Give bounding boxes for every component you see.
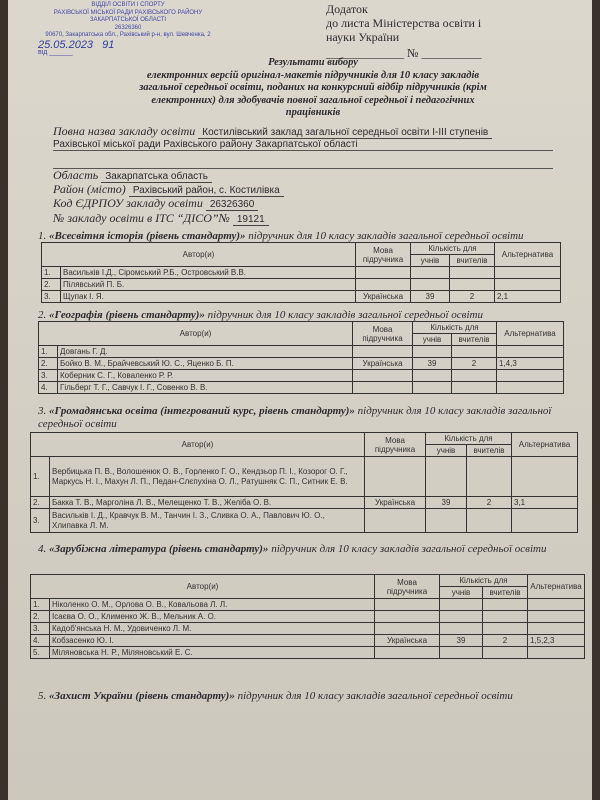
addendum-no-label: № — [407, 46, 419, 60]
section-rest: підручник для 10 класу закладів загальної середньої освіти — [204, 309, 483, 321]
header-students: учнів — [440, 587, 483, 599]
field-value: 19121 — [233, 214, 269, 226]
header-count: Кількість для — [411, 243, 495, 255]
header-author: Автор(и) — [42, 243, 356, 267]
section-4-title — [38, 543, 588, 556]
header-lang-2: підручника — [362, 254, 404, 264]
section-rest: підручник для 10 класу закладів загальної середньої освіти — [38, 405, 552, 430]
row-students — [440, 599, 483, 611]
section-3-title — [38, 405, 588, 431]
section-subject: «Зарубіжна література (рівень стандарту)» — [49, 543, 269, 555]
row-alt — [497, 370, 564, 382]
header-lang — [375, 575, 440, 599]
row-num: 3. — [39, 370, 58, 382]
row-author: Бойко В. М., Брайчевський Ю. С., Яценко Б. П. — [58, 358, 353, 370]
section-rest: підручник для 10 класу закладів загальної середньої освіти — [234, 690, 513, 702]
row-students — [413, 346, 452, 358]
field-its — [53, 211, 269, 226]
row-num: 3. — [31, 509, 50, 533]
table-row — [39, 346, 564, 358]
stamp-number: 91 — [102, 38, 115, 51]
addendum-block — [326, 2, 576, 60]
header-lang-2: підручника — [374, 444, 416, 454]
row-teachers — [452, 370, 497, 382]
row-author: Гільберг Т. Г., Савчук І. Г., Совенко В. В. — [58, 382, 353, 394]
table-row — [31, 635, 585, 647]
row-teachers: 2 — [450, 291, 495, 303]
row-lang — [375, 599, 440, 611]
section-num: 1. — [38, 230, 47, 242]
table-row — [31, 497, 578, 509]
addendum-number-row: _____________ № __________ — [326, 46, 482, 60]
row-num: 2. — [31, 611, 50, 623]
row-lang: Українська — [365, 497, 426, 509]
header-lang-1: Мова — [385, 435, 405, 445]
row-author: Кадоб'янська Н. М., Удовиченко Л. М. — [50, 623, 375, 635]
header-teachers: вчителів — [467, 445, 512, 457]
row-lang: Українська — [375, 635, 440, 647]
header-lang-1: Мова — [372, 324, 393, 334]
title-line: працівників — [285, 107, 341, 118]
row-teachers — [483, 611, 528, 623]
section-rest: підручник для 10 класу закладів загальної середньої освіти — [268, 543, 547, 555]
row-students — [440, 647, 483, 659]
header-count: Кількість для — [413, 322, 497, 334]
table-row — [39, 382, 564, 394]
addendum-line: Додаток — [326, 2, 368, 16]
row-students — [413, 370, 452, 382]
section-subject: «Географія (рівень стандарту)» — [49, 309, 205, 321]
row-alt: 1,4,3 — [497, 358, 564, 370]
field-value: 26326360 — [206, 199, 259, 211]
row-author: Ніколенко О. М., Орлова О. В., Ковальова Л. Л. — [50, 599, 375, 611]
row-teachers — [467, 509, 512, 533]
stamp-date: 25.05.2023 — [38, 38, 94, 51]
field-full-name — [53, 124, 492, 139]
table-row — [42, 267, 561, 279]
row-num: 1. — [42, 267, 61, 279]
row-students: 39 — [440, 635, 483, 647]
field-label: Район (місто) — [53, 182, 126, 196]
section-subject: «Громадянська освіта (інтегрований курс, рівень стандарту)» — [49, 405, 355, 417]
row-num: 2. — [39, 358, 58, 370]
row-num: 3. — [31, 623, 50, 635]
row-teachers — [450, 267, 495, 279]
field-edrpou — [53, 196, 258, 211]
field-label: Повна назва закладу освіти — [53, 124, 196, 138]
section-2-table — [38, 321, 564, 394]
stamp-line: ЗАКАРПАТСЬКОЇ ОБЛАСТІ — [89, 17, 167, 23]
table-row — [31, 509, 578, 533]
section-num: 5. — [38, 690, 47, 702]
row-author: Васильків І. Д., Кравчук В. М., Танчин І. З., Сливка О. А., Павлович Ю. О., Хлипавка Л. М. — [50, 509, 365, 533]
row-num: 1. — [31, 457, 50, 497]
stamp-ref: від ______ — [38, 49, 73, 56]
field-region — [53, 168, 212, 183]
table-row — [31, 623, 585, 635]
row-teachers — [483, 599, 528, 611]
row-num: 3. — [42, 291, 61, 303]
table-row — [31, 611, 585, 623]
row-teachers: 2 — [467, 497, 512, 509]
table-row — [42, 279, 561, 291]
header-author: Автор(и) — [31, 575, 375, 599]
header-alt: Альтернатива — [512, 433, 578, 457]
section-subject: «Захист України (рівень стандарту)» — [49, 690, 235, 702]
field-value: Костилівський заклад загальної середньої освіти І-ІІІ ступенів — [198, 127, 492, 139]
row-author: Ісаєва О. О., Клименко Ж. В., Мельник А. О. — [50, 611, 375, 623]
row-author: Кобзасенко Ю. І. — [50, 635, 375, 647]
header-lang-2: підручника — [362, 333, 403, 343]
row-lang: Українська — [356, 291, 411, 303]
row-author: Васильків І.Д., Сіромський Р.Б., Островський В.В. — [61, 267, 356, 279]
row-teachers — [467, 457, 512, 497]
row-author: Вербицька П. В., Волошенюк О. В., Горленко Г. О., Кендзьор П. І., Козорог О. Г., Маркусь Н. І., Махун Л. П., Педан-Слєпухіна О. Л., Ратушняк С. П., Ситник Е. В. — [50, 457, 365, 497]
section-1-table — [41, 242, 561, 303]
addendum-line: до листа Міністерства освіти і — [326, 16, 482, 30]
row-author: Коберник С. Г., Коваленко Р. Р. — [58, 370, 353, 382]
header-alt: Альтернатива — [497, 322, 564, 346]
row-lang — [353, 346, 413, 358]
row-num: 4. — [31, 635, 50, 647]
row-alt — [512, 509, 578, 533]
row-alt — [528, 647, 585, 659]
row-num: 2. — [42, 279, 61, 291]
document-title — [48, 57, 578, 120]
row-lang — [356, 267, 411, 279]
row-lang — [353, 382, 413, 394]
row-students — [426, 457, 467, 497]
row-students: 39 — [426, 497, 467, 509]
row-alt — [528, 611, 585, 623]
field-label: Область — [53, 168, 99, 182]
header-alt: Альтернатива — [528, 575, 585, 599]
header-lang — [353, 322, 413, 346]
field-label: Код ЄДРПОУ закладу освіти — [53, 196, 203, 210]
row-lang — [365, 509, 426, 533]
header-alt: Альтернатива — [495, 243, 561, 267]
stamp-ref-label: від — [38, 49, 48, 56]
title-line: Результати вибору — [268, 57, 358, 68]
title-line: електронних версій оригінал-макетів підручників для 10 класу закладів — [146, 69, 480, 81]
document-page — [8, 0, 592, 800]
row-teachers — [483, 647, 528, 659]
stamp-line: 90670, Закарпатська обл., Рахівський р-н, вул. Шевченка, 2 — [45, 32, 211, 38]
row-students: 39 — [411, 291, 450, 303]
row-alt — [528, 599, 585, 611]
section-num: 4. — [38, 543, 47, 555]
header-students: учнів — [413, 334, 452, 346]
field-value: Закарпатська область — [101, 171, 212, 183]
stamp-date-row — [38, 38, 218, 51]
field-label: № закладу освіти в ІТС “ДІСО”№ — [53, 211, 230, 225]
row-author: Довгань Г. Д. — [58, 346, 353, 358]
row-lang — [353, 370, 413, 382]
header-author: Автор(и) — [39, 322, 353, 346]
row-num: 1. — [39, 346, 58, 358]
header-lang — [365, 433, 426, 457]
row-alt — [497, 346, 564, 358]
official-stamp — [38, 2, 218, 57]
title-line: загальної середньої освіти, поданих на конкурсний відбір підручників (крім — [139, 82, 487, 93]
addendum-line: науки України — [326, 30, 400, 44]
row-alt: 3,1 — [512, 497, 578, 509]
row-num: 4. — [39, 382, 58, 394]
row-students: 39 — [413, 358, 452, 370]
row-students — [411, 279, 450, 291]
header-count: Кількість для — [426, 433, 512, 445]
stamp-line: ВІДДІЛ ОСВІТИ І СПОРТУ — [91, 2, 165, 8]
row-alt — [495, 279, 561, 291]
row-students — [440, 623, 483, 635]
row-teachers: 2 — [452, 358, 497, 370]
table-row — [31, 599, 585, 611]
row-students — [411, 267, 450, 279]
row-students — [426, 509, 467, 533]
section-3-table — [30, 432, 578, 533]
row-num: 1. — [31, 599, 50, 611]
section-num: 2. — [38, 309, 47, 321]
row-num: 2. — [31, 497, 50, 509]
stamp-line: РАХІВСЬКОЇ МІСЬКОЇ РАДИ РАХІВСЬКОГО РАЙОНУ — [53, 9, 203, 16]
header-lang-2: підручника — [386, 586, 428, 596]
row-teachers: 2 — [483, 635, 528, 647]
table-row — [39, 370, 564, 382]
header-count: Кількість для — [440, 575, 528, 587]
stamp-line: 26326360 — [114, 24, 142, 31]
row-teachers — [450, 279, 495, 291]
row-lang — [375, 623, 440, 635]
table-row — [31, 647, 585, 659]
row-alt — [495, 267, 561, 279]
title-line: електронних) для здобувачів повної загальної середньої і педагогічних — [151, 94, 475, 106]
section-subject: «Всесвітня історія (рівень стандарту)» — [49, 230, 246, 242]
row-lang — [365, 457, 426, 497]
row-teachers — [483, 623, 528, 635]
header-students: учнів — [411, 255, 450, 267]
field-district — [53, 182, 284, 197]
row-lang — [375, 647, 440, 659]
section-4-table — [30, 574, 585, 659]
section-rest: підручник для 10 класу закладів загальної середньої освіти — [245, 230, 524, 242]
row-students — [440, 611, 483, 623]
row-lang — [375, 611, 440, 623]
header-teachers: вчителів — [450, 255, 495, 267]
row-lang — [356, 279, 411, 291]
table-row — [31, 457, 578, 497]
section-5-title — [38, 690, 513, 703]
row-alt — [497, 382, 564, 394]
row-alt — [512, 457, 578, 497]
row-author: Щупак І. Я. — [61, 291, 356, 303]
header-teachers: вчителів — [452, 334, 497, 346]
row-lang: Українська — [353, 358, 413, 370]
field-full-name-cont: Рахівської міської ради Рахівського району Закарпатської області — [53, 139, 553, 151]
header-students: учнів — [426, 445, 467, 457]
row-teachers — [452, 382, 497, 394]
row-alt: 1,5,2,3 — [528, 635, 585, 647]
row-num: 5. — [31, 647, 50, 659]
field-value: Рахівський район, с. Костилівка — [129, 185, 284, 197]
row-alt — [528, 623, 585, 635]
header-lang — [356, 243, 411, 267]
table-row — [39, 358, 564, 370]
row-students — [413, 382, 452, 394]
header-teachers: вчителів — [483, 587, 528, 599]
row-author: Пілявський П. Б. — [61, 279, 356, 291]
table-row — [42, 291, 561, 303]
header-lang-1: Мова — [373, 245, 393, 255]
row-author: Міляновська Н. Р., Міляновський Е. С. — [50, 647, 375, 659]
header-author: Автор(и) — [31, 433, 365, 457]
header-lang-1: Мова — [397, 577, 417, 587]
section-num: 3. — [38, 405, 47, 417]
row-alt: 2,1 — [495, 291, 561, 303]
row-author: Бакка Т. В., Марголіна Л. В., Мелещенко Т. В., Желіба О. В. — [50, 497, 365, 509]
row-teachers — [452, 346, 497, 358]
